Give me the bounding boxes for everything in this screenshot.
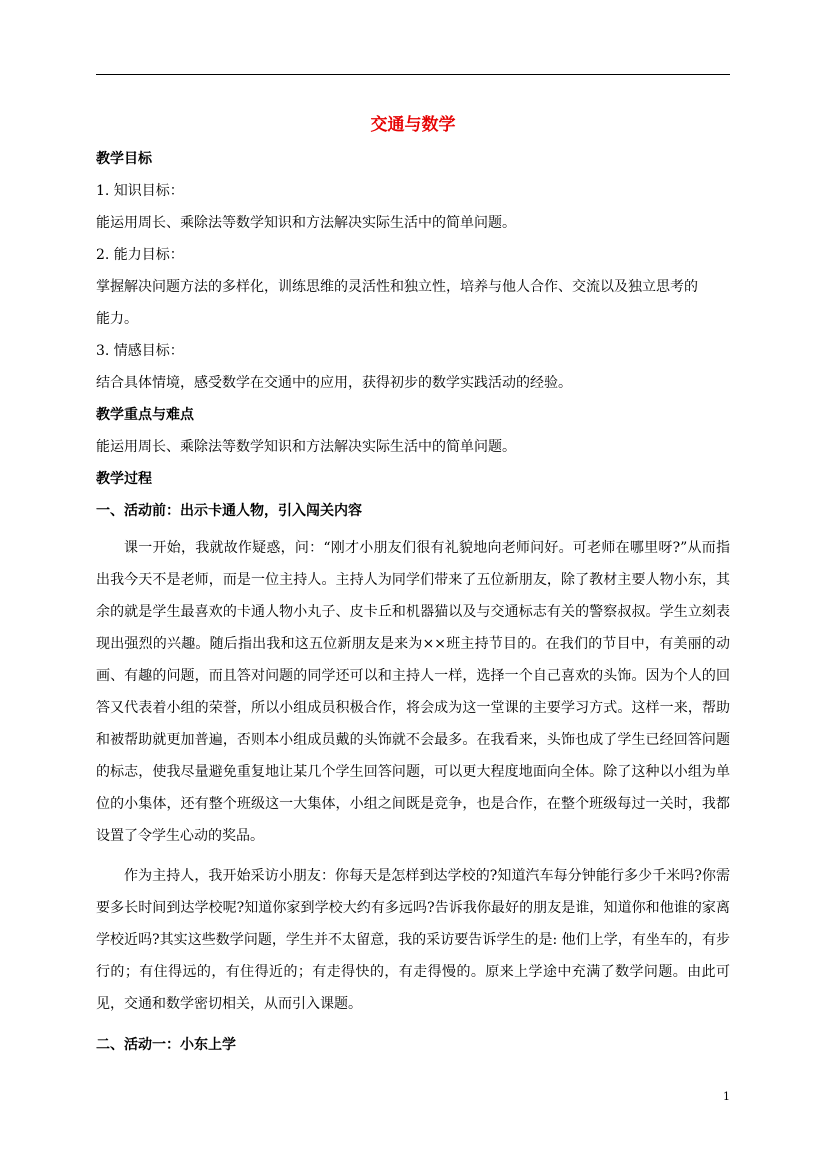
section-heading-goals: 教学目标 [96, 151, 152, 167]
header-rule [96, 74, 730, 75]
goal2-label: 2. 能力目标： [96, 247, 184, 263]
document-body [96, 148, 730, 1066]
activity1-heading: 二、活动一：小东上学 [96, 1037, 236, 1053]
page-number: 1 [723, 1090, 730, 1103]
goal2-text-line1: 掌握解决问题方法的多样化，训练思维的灵活性和独立性，培养与他人合作、交流以及独立思考的 [96, 279, 698, 295]
goal3-label: 3. 情感目标： [96, 343, 184, 359]
section-heading-keypoints: 教学重点与难点 [96, 407, 194, 423]
activity-pre-heading: 一、活动前：出示卡通人物，引入闯关内容 [96, 503, 362, 519]
goal2-text-line2: 能力。 [96, 311, 138, 327]
keypoints-text: 能运用周长、乘除法等数学知识和方法解决实际生活中的简单问题。 [96, 439, 516, 455]
document-title: 交通与数学 [370, 115, 456, 135]
section-heading-process: 教学过程 [96, 471, 152, 487]
goal1-label: 1. 知识目标： [96, 183, 184, 199]
paragraph-intro: 课一开始，我就故作疑惑，问：“刚才小朋友们很有礼貌地向老师问好。可老师在哪里呀?”从而指出我今天不是老师，而是一位主持人。主持人为同学们带来了五位新朋友，除了教材主要人物小东，其余的就是学生最喜欢的卡通人物小丸子、皮卡丘和机器猫以及与交通标志有关的警察叔叔。学生立刻表现出强烈的兴趣。随后指出我和这五位新朋友是来为××班主持节目的。在我们的节目中，有美丽的动画、有趣的问题，而且答对问题的同学还可以和主持人一样，选择一个自己喜欢的头饰。因为个人的回答又代表着小组的荣誉，所以小组成员积极合作，将会成为这一堂课的主要学习方式。这样一来，帮助和被帮助就更加普遍，否则本小组成员戴的头饰就不会最多。在我看来，头饰也成了学生已经回答问题的标志，使我尽量避免重复地让某几个学生回答问题，可以更大程度地面向全体。除了这种以小组为单位的小集体，还有整个班级这一大集体，小组之间既是竞争，也是合作，在整个班级每过一关时，我都设置了令学生心动的奖品。 [96, 540, 730, 844]
paragraph-interview: 作为主持人，我开始采访小朋友：你每天是怎样到达学校的?知道汽车每分钟能行多少千米吗?你需要多长时间到达学校呢?知道你家到学校大约有多远吗?告诉我你最好的朋友是谁，知道你和他谁的家离学校近吗?其实这些数学问题，学生并不太留意，我的采访要告诉学生的是: 他们上学，有坐车的，有步行的；有住得远的，有住得近的；有走得快的，有走得慢的。原来上学途中充满了数学问题。由此可见，交通和数学密切相关，从而引入课题。 [96, 868, 730, 1012]
goal1-text: 能运用周长、乘除法等数学知识和方法解决实际生活中的简单问题。 [96, 215, 516, 231]
goal3-text: 结合具体情境，感受数学在交通中的应用，获得初步的数学实践活动的经验。 [96, 375, 572, 391]
